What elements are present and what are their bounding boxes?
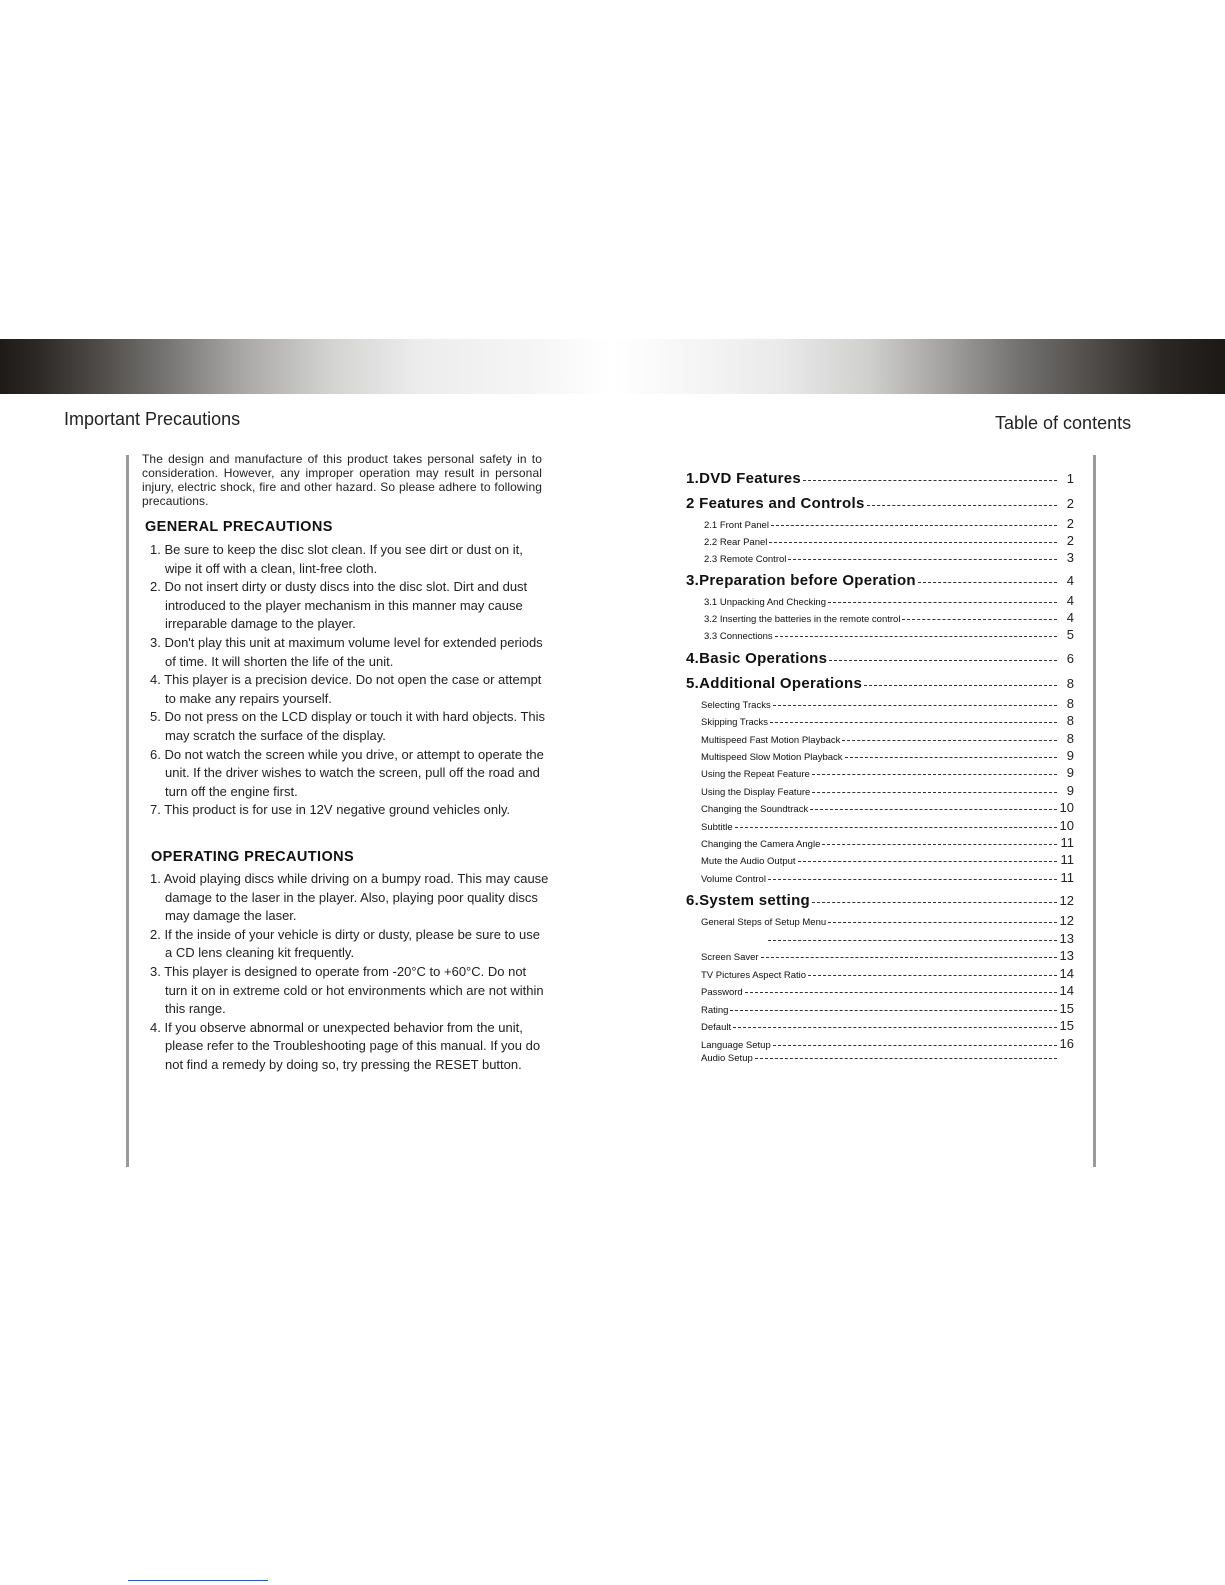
- left-page-title: Important Precautions: [64, 409, 241, 429]
- toc-leader: [902, 618, 1057, 620]
- toc-entry-label: Using the Repeat Feature: [701, 769, 810, 780]
- header-gradient-banner: [0, 339, 1225, 394]
- toc-entry-label: 4.Basic Operations: [686, 650, 828, 667]
- toc-entry-label: Mute the Audio Output: [701, 856, 796, 867]
- toc-entry-label: Skipping Tracks: [701, 717, 769, 728]
- intro-block: [142, 452, 542, 508]
- toc-entry[interactable]: [686, 572, 1074, 589]
- toc-entry-page: 8: [1066, 713, 1074, 728]
- toc-entry-page: 4: [1066, 573, 1074, 588]
- right-margin-rule: [1093, 455, 1096, 1167]
- toc-entry[interactable]: [686, 495, 1074, 512]
- toc-entry-page: 15: [1059, 1018, 1074, 1033]
- toc-leader: [773, 1044, 1057, 1046]
- toc-entry-page: 6: [1066, 651, 1074, 666]
- list-item: 3. This player is designed to operate from -20°C to +60°C. Do not turn it on in extreme cold or hot environments which are not within this range.: [150, 963, 544, 1017]
- toc-leader: [829, 659, 1057, 661]
- toc-entry-page: 9: [1066, 765, 1074, 780]
- toc-leader: [768, 939, 1057, 941]
- toc-entry-label: 6.System setting: [686, 892, 811, 909]
- toc-leader: [771, 524, 1057, 526]
- list-item: 2. Do not insert dirty or dusty discs into the disc slot. Dirt and dust introduced to the player mechanism in this manner may cause irreparable damage to the player.: [150, 579, 528, 632]
- toc-entry-label: Rating: [701, 1005, 729, 1016]
- toc-entry[interactable]: [686, 852, 1074, 867]
- toc-entry-page: 4: [1066, 610, 1074, 625]
- toc-entry-page: 9: [1066, 783, 1074, 798]
- toc-entry[interactable]: [686, 748, 1074, 763]
- toc-entry-label: 3.2 Inserting the batteries in the remote control: [704, 614, 901, 625]
- toc-entry-label: 2.3 Remote Control: [704, 554, 787, 565]
- toc-entry[interactable]: [686, 913, 1074, 928]
- toc-leader: [828, 921, 1056, 923]
- toc-leader: [768, 878, 1057, 880]
- toc-leader: [761, 956, 1057, 958]
- toc-leader: [775, 635, 1057, 637]
- toc-leader: [788, 558, 1057, 560]
- toc-leader: [769, 541, 1057, 543]
- toc-entry-label: 3.3 Connections: [704, 631, 773, 642]
- list-item: 1. Avoid playing discs while driving on a bumpy road. This may cause damage to the laser in the player. Also, playing poor quality discs may damage the laser.: [150, 871, 549, 924]
- toc-entry[interactable]: [686, 696, 1074, 711]
- toc-leader: [842, 739, 1057, 741]
- toc-leader: [733, 1026, 1056, 1028]
- toc-page-title: Table of contents: [995, 413, 1132, 433]
- toc-leader: [845, 756, 1057, 758]
- toc-entry[interactable]: [686, 516, 1074, 531]
- toc-leader: [812, 791, 1057, 793]
- toc-entry-page: 10: [1059, 800, 1074, 815]
- toc-entry-label: Multispeed Slow Motion Playback: [701, 752, 843, 763]
- toc-entry[interactable]: [686, 550, 1074, 565]
- toc-entry[interactable]: [686, 1001, 1074, 1016]
- toc-entry-label: 2 Features and Controls: [686, 495, 865, 512]
- footer-link-underline: [128, 1580, 268, 1581]
- toc-entry-page: 11: [1060, 835, 1074, 850]
- toc-leader: [745, 991, 1057, 993]
- list-item: 7. This product is for use in 12V negative ground vehicles only.: [150, 802, 511, 818]
- toc-entry-label: Language Setup: [701, 1040, 771, 1051]
- toc-entry-label: TV Pictures Aspect Ratio: [701, 970, 807, 981]
- toc-leader: [822, 843, 1057, 845]
- toc-entry[interactable]: [686, 931, 1074, 946]
- toc-entry-page: 8: [1066, 731, 1074, 746]
- toc-leader: [773, 704, 1057, 706]
- toc-entry[interactable]: [686, 713, 1074, 728]
- toc-entry[interactable]: [686, 1036, 1074, 1051]
- toc-entry[interactable]: [686, 470, 1074, 487]
- toc-entry[interactable]: [686, 800, 1074, 815]
- toc-entry-page: 4: [1066, 593, 1074, 608]
- toc-entry-label: Subtitle: [701, 822, 733, 833]
- toc-entry[interactable]: [686, 983, 1074, 998]
- toc-entry-label: Changing the Camera Angle: [701, 839, 821, 850]
- toc-entry-page: 3: [1066, 550, 1074, 565]
- toc-entry-page: 12: [1059, 913, 1074, 928]
- list-item: 4. This player is a precision device. Do not open the case or attempt to make any repairs yourself.: [150, 672, 542, 706]
- toc-entry[interactable]: [686, 870, 1074, 885]
- operating-precautions-heading: OPERATING PRECAUTIONS: [151, 849, 355, 865]
- toc-entry[interactable]: [686, 627, 1074, 642]
- toc-entry-page: 12: [1059, 893, 1074, 908]
- toc-entry-label: Screen Saver: [701, 952, 759, 963]
- toc-leader: [810, 808, 1056, 810]
- toc-entry-page: 11: [1060, 852, 1074, 867]
- toc-leader: [803, 479, 1057, 481]
- toc-entry[interactable]: [686, 1053, 1074, 1064]
- toc-entry-label: 3.Preparation before Operation: [686, 572, 916, 589]
- toc-entry-page: 1: [1066, 471, 1074, 486]
- toc-entry-label: Password: [701, 987, 743, 998]
- toc-entry-page: 13: [1059, 931, 1074, 946]
- toc-entry[interactable]: [686, 675, 1074, 692]
- toc-entry[interactable]: [686, 610, 1074, 625]
- operating-precautions-list: [150, 870, 550, 1075]
- toc-entry-page: 10: [1059, 818, 1074, 833]
- toc-entry-page: 13: [1059, 948, 1074, 963]
- toc-leader: [770, 721, 1057, 723]
- toc-entry[interactable]: [686, 818, 1074, 833]
- list-item: 2. If the inside of your vehicle is dirty or dusty, please be sure to use a CD lens cleaning kit frequently.: [150, 926, 540, 961]
- toc-entry[interactable]: [686, 835, 1074, 850]
- general-precautions-list: [150, 541, 550, 820]
- toc-entry[interactable]: [686, 783, 1074, 798]
- toc-entry-label: Selecting Tracks: [701, 700, 771, 711]
- toc-entry-label: Volume Control: [701, 874, 766, 885]
- toc-entry[interactable]: [686, 1018, 1074, 1033]
- toc-entry-page: 15: [1059, 1001, 1074, 1016]
- toc-entry-page: 2: [1066, 516, 1074, 531]
- toc-entry-page: 2: [1066, 533, 1074, 548]
- toc-leader: [798, 860, 1057, 862]
- toc-entry-label: Multispeed Fast Motion Playback: [701, 735, 841, 746]
- toc-entry-page: 11: [1060, 870, 1074, 885]
- toc-entry-page: 5: [1066, 627, 1074, 642]
- toc-leader: [730, 1009, 1056, 1011]
- toc-entry[interactable]: [686, 966, 1074, 981]
- toc-entry[interactable]: [686, 731, 1074, 746]
- toc-leader: [735, 826, 1057, 828]
- toc-entry[interactable]: [686, 650, 1074, 667]
- toc-leader: [864, 684, 1057, 686]
- toc-entry-page: 14: [1059, 966, 1074, 981]
- toc-leader: [812, 773, 1057, 775]
- toc-leader: [867, 504, 1057, 506]
- toc-entry-page: 8: [1066, 696, 1074, 711]
- toc-leader: [812, 901, 1057, 903]
- toc-entry-label: 3.1 Unpacking And Checking: [704, 597, 826, 608]
- toc-entry-label: Audio Setup: [701, 1053, 753, 1064]
- toc-entry-label: Default: [701, 1022, 732, 1033]
- toc-leader: [755, 1057, 1057, 1059]
- toc-entry-label: 5.Additional Operations: [686, 675, 863, 692]
- toc-entry[interactable]: [686, 892, 1074, 909]
- list-item: 4. If you observe abnormal or unexpected behavior from the unit, please refer to the Troubleshooting page of this manual. If you do not find a remedy by doing so, try pressing the RESET button.: [150, 1019, 541, 1072]
- toc-entry-page: 14: [1059, 983, 1074, 998]
- toc-entry-label: 2.2 Rear Panel: [704, 537, 768, 548]
- toc-entry[interactable]: [686, 593, 1074, 608]
- toc-leader: [918, 581, 1057, 583]
- toc-entry-page: 8: [1066, 676, 1074, 691]
- toc-entry-label: Changing the Soundtrack: [701, 804, 809, 815]
- list-item: 6. Do not watch the screen while you drive, or attempt to operate the unit. If the driver wishes to watch the screen, pull off the road and turn off the engine first.: [150, 746, 544, 799]
- list-item: 3. Don't play this unit at maximum volume level for extended periods of time. It will shorten the life of the unit.: [150, 634, 543, 669]
- toc-entry[interactable]: [686, 765, 1074, 780]
- list-item: 1. Be sure to keep the disc slot clean. If you see dirt or dust on it, wipe it off with a clean, lint-free cloth.: [150, 542, 523, 576]
- toc-entry[interactable]: [686, 948, 1074, 963]
- toc-entry-page: 9: [1066, 748, 1074, 763]
- toc-entry-label: Using the Display Feature: [701, 787, 811, 798]
- toc-entry-label: General Steps of Setup Menu: [701, 917, 827, 928]
- toc-entry-page: 16: [1059, 1036, 1074, 1051]
- intro-paragraph: The design and manufacture of this product takes personal safety in to consideration. However, any improper operation may result in personal injury, electric shock, fire and other hazard. So please adhere to following precautions.: [142, 452, 542, 508]
- toc-leader: [808, 974, 1056, 976]
- general-precautions-heading: GENERAL PRECAUTIONS: [145, 519, 333, 535]
- toc-entry-label: 1.DVD Features: [686, 470, 802, 487]
- toc-entry-page: 2: [1066, 496, 1074, 511]
- toc-entry[interactable]: [686, 533, 1074, 548]
- left-margin-rule: [126, 455, 129, 1167]
- list-item: 5. Do not press on the LCD display or touch it with hard objects. This may scratch the surface of the display.: [150, 709, 546, 743]
- toc-leader: [828, 601, 1057, 603]
- toc-entry-label: 2.1 Front Panel: [704, 520, 769, 531]
